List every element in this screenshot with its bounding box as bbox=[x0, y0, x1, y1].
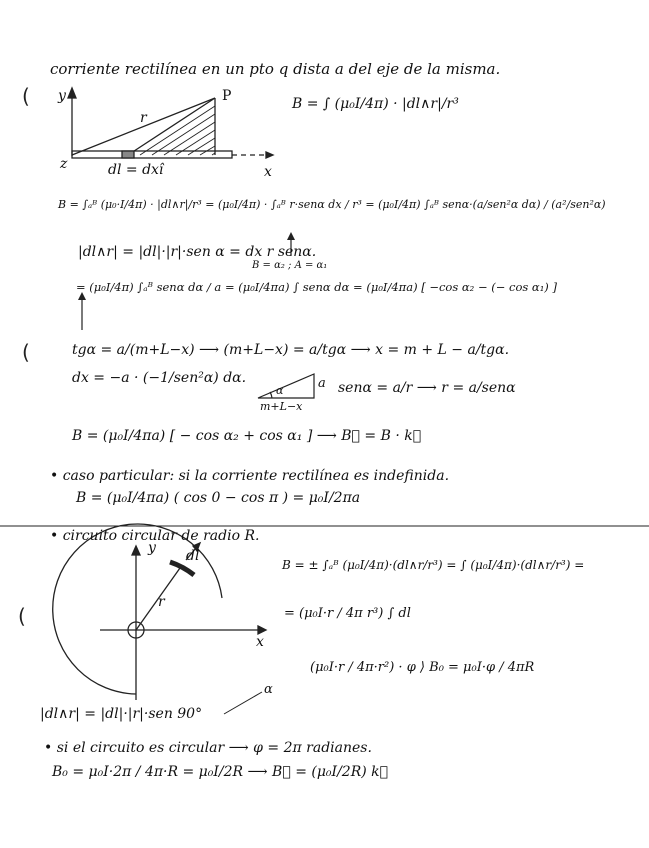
bullet-circular: • si el circuito es circular ⟶ φ = 2π radianes. bbox=[44, 740, 372, 756]
b0-result: B₀ = μ₀I·2π / 4π·R = μ₀I/2R ⟶ B⃗ = (μ₀I/2R) k⃗ bbox=[52, 764, 389, 780]
result-1: = (μ₀I/4π) ∫ₐᴮ senα dα / a = (μ₀I/4πa) ∫ senα dα = (μ₀I/4πa) [ −cos α₂ − (− cos α₁) ] bbox=[76, 280, 557, 294]
y-axis-arrow bbox=[68, 88, 76, 98]
b-integral: B = ∫ₐᴮ (μ₀·I/4π) · |dl∧r|/r³ = (μ₀I/4π) · ∫ₐᴮ r·senα dx / r³ = (μ₀I/4π) ∫ₐᴮ senα·(a/sen²α dα) / (a²/sen²α) bbox=[58, 198, 606, 211]
cross-product-90: |dl∧r| = |dl|·|r|·sen 90° bbox=[40, 706, 203, 722]
fig1-z-label: z bbox=[60, 156, 68, 172]
binder-hole-1: ( bbox=[22, 84, 30, 108]
fig1-y-label: y bbox=[58, 88, 66, 104]
r-vector bbox=[72, 98, 215, 155]
intro-text: corriente rectilínea en un pto q dista a del eje de la misma. bbox=[50, 60, 501, 78]
tg-relation: tgα = a/(m+L−x) ⟶ (m+L−x) = a/tgα ⟶ x = m + L − a/tgα. bbox=[72, 342, 510, 358]
figure-wire bbox=[68, 88, 273, 158]
bullet-particular: • caso particular: si la corriente rectilínea es indefinida. bbox=[50, 468, 450, 484]
fig1-r-label: r bbox=[140, 110, 147, 126]
dl-segment bbox=[122, 151, 134, 158]
dx-relation: dx = −a · (−1/sen²α) dα. bbox=[72, 370, 247, 386]
limits: B = α₂ ; A = α₁ bbox=[252, 260, 328, 271]
small-triangle bbox=[258, 374, 314, 398]
b-circular-integral: B = ± ∫ₐᴮ (μ₀I/4π)·(dl∧r/r³) = ∫ (μ₀I/4π)·(dl∧r/r³) = bbox=[282, 558, 585, 572]
section2-title: • circuito circular de radio R. bbox=[50, 528, 260, 544]
b-circular-step3: (μ₀I·r / 4π·r²) · φ ⟩ B₀ = μ₀I·φ / 4πR bbox=[310, 660, 535, 675]
fig2-r-label: r bbox=[158, 594, 165, 610]
fig2-x-label: x bbox=[256, 634, 264, 650]
b-infinite: B = (μ₀I/4πa) ( cos 0 − cos π ) = μ₀I/2πa bbox=[76, 490, 361, 506]
triangle-base: m+L−x bbox=[260, 400, 303, 413]
binder-hole-2: ( bbox=[22, 340, 30, 364]
fig1-x-label: x bbox=[264, 164, 272, 180]
fig2-alpha-label: α bbox=[264, 682, 273, 697]
triangle-alpha: α bbox=[276, 384, 284, 397]
fig1-p-label: P bbox=[222, 88, 232, 104]
b-final: B = (μ₀I/4πa) [ − cos α₂ + cos α₁ ] ⟶ B⃗ = B · k⃗ bbox=[72, 428, 422, 444]
binder-hole-3: ( bbox=[18, 604, 26, 628]
fig1-dl-label: dl = dxî bbox=[108, 162, 164, 178]
sen-relation: senα = a/r ⟶ r = a/senα bbox=[338, 380, 516, 396]
triangle-a: a bbox=[318, 376, 326, 391]
cross-product: |dl∧r| = |dl|·|r|·sen α = dx r senα. bbox=[78, 244, 317, 260]
biot-savart: B = ∫ (μ₀I/4π) · |dl∧r|/r³ bbox=[292, 96, 459, 112]
b-circular-step2: = (μ₀I·r / 4π r³) ∫ dl bbox=[284, 606, 411, 621]
figure-loop bbox=[53, 524, 266, 700]
fig2-y-label: y bbox=[148, 540, 156, 556]
fig2-dl-label: dl bbox=[186, 548, 200, 564]
